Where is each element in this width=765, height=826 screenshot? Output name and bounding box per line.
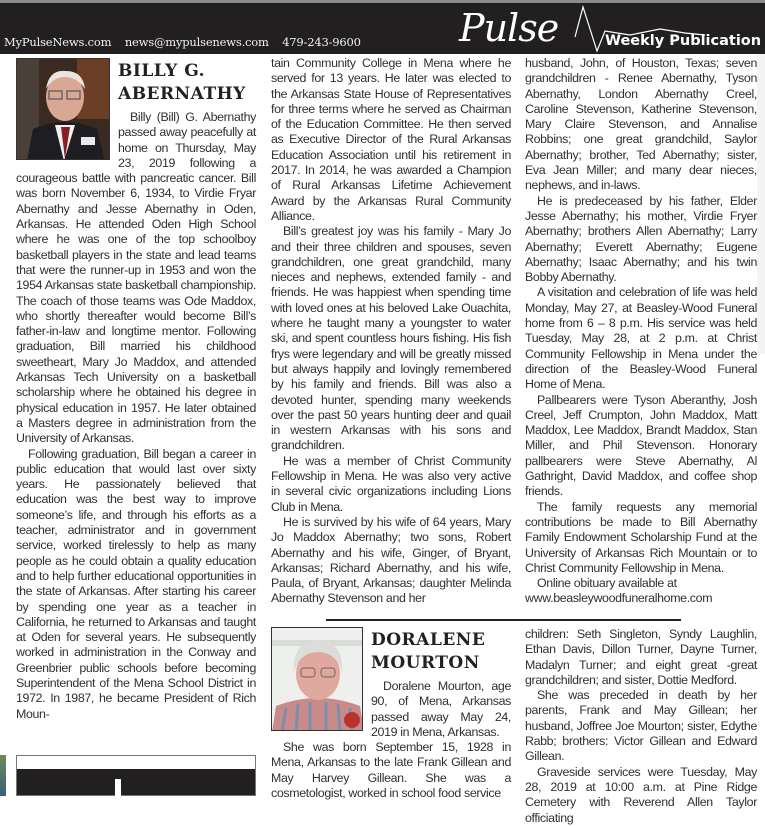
obituary-paragraph: She was preceded in death by her parents, Frank and May Gillean; her husband, Joffree Joe Mourton; sister, Edythe Rabb; brothers: Victor Gillean and Edward Gillean. <box>525 688 757 764</box>
website-link[interactable]: MyPulseNews.com <box>4 35 112 49</box>
obituary-paragraph: He is predeceased by his father, Elder Jesse Abernathy; his mother, Virdie Fryer Abernathy; brothers Allen Abernathy; Larry Abernathy; Everett Abernathy; Eugene Abernathy; Isaac Abernathy; and his twin Bobby Abernathy. <box>525 193 757 285</box>
obituary-paragraph: Graveside services were Tuesday, May 28, 2019 at 10:00 a.m. at Pine Ridge Cemetery with Reverend Allen Taylor officiating <box>525 764 757 825</box>
obituary-paragraph: He is survived by his wife of 64 years, Mary Jo Maddox Abernathy; two sons, Robert Abernathy and his wife, Ginger, of Bryant, Arkansas; Richard Abernathy, and his wife, Paula, of Bryant, Arkansas; daughter Melinda Abernathy Stevenson and her <box>271 514 511 606</box>
contact-info <box>4 35 371 49</box>
obituary-column-2 <box>271 56 511 607</box>
email-link[interactable]: news@mypulsenews.com <box>124 35 269 49</box>
ad-dark-panel <box>17 769 255 795</box>
obituary-paragraph: Pallbearers were Tyson Aberanthy, Josh Creel, Jeff Crumpton, John Maddox, Matt Maddox, Lee Maddox, Brandt Maddox, Stan Miller, and Phil Stevenson. Honorary pallbearers were Steve Abernathy, Al Gathright, David Maddox, and coffee shop friends. <box>525 392 757 499</box>
portrait-image <box>17 59 110 160</box>
adjacent-page-thumbnail <box>0 755 6 796</box>
obituary-column-3 <box>525 56 757 607</box>
obituary-paragraph: She was born September 15, 1928 in Mena, Arkansas to the late Frank Gillean and May Harvey Gillean. She was a cosmetologist, worked in school food service <box>271 740 511 801</box>
obituary-paragraph: husband, John, of Houston, Texas; seven grandchildren - Renee Abernathy, Tyson Abernathy, London Abernathy Creel, Caroline Stevenson, Katherine Stevenson, Mary Claire Stevenson, and Annalise Robbins; one great grandchild, Saylor Abernathy; brother, Ted Abernathy; sister, Eva Jean Miller; and many dear nieces, nephews, and in-laws. <box>525 56 757 193</box>
obituary-paragraph: The family requests any memorial contributions be made to Bill Abernathy Family Endowment Scholarship Fund at the University of Arkansas Rich Mountain or to Christ Community Fellowship in Mena. <box>525 499 757 575</box>
obituary-paragraph: Doralene Mourton, age 90, of Mena, Arkansas passed away May 24, 2019 in Mena, Arkansas. <box>371 679 511 739</box>
logo-subtitle: Weekly Publication <box>605 33 762 49</box>
obituary-paragraph: Following graduation, Bill began a career in public education that would last over sixty years. He passionately believed that education was the best way to improve someone’s life, and through his efforts as a teacher, administrator and in government service, worked tirelessly to help as many people as he could obtain a quality education and to help further educational opportunities in the state of Arkansas. After starting his career by spending one year as a teacher in California, he returned to Arkansas and taught at Oden for several years. He subsequently worked in administration in the Conway and Greenbrier public schools before becoming Superintendent of the Mena School District in 1972. In 1987, he became President of Rich Moun- <box>16 446 256 721</box>
obituary-divider <box>326 619 681 621</box>
funeral-home-link[interactable]: www.beasleywoodfuneralhome.com <box>525 591 713 606</box>
logo-title: Pulse <box>459 6 559 50</box>
adjacent-page-edge <box>757 54 765 354</box>
obituary-paragraph: Billy (Bill) G. Abernathy passed away peacefully at home on Thursday, May 23, 2019 following a courageous battle with pancreatic cancer. Bill was born November 6, 1934, to Virdie Fryar Abernathy and Jesse Abernathy in Oden, Arkansas. He attended Oden High School where he was one of the top schoolboy basketball players in the state and lead teams that were the runner-up in 1953 and won the 1954 Arkansas state basketball championship. The coach of those teams was Ode Maddox, who shortly thereafter would become Bill’s father-in-law and longtime mentor. Following graduation, Bill married his childhood sweetheart, Mary Jo Maddox, and attended Arkansas Tech University on a basketball scholarship where he obtained his degree in physical education in 1957. He later obtained a Masters degree in administration from the University of Arkansas. <box>16 110 256 446</box>
obituary-paragraph: A visitation and celebration of life was held Monday, May 27, at Beasley-Wood Funeral home from 6 – 8 p.m. His service was held Tuesday, May 28, at 2 p.m. at Christ Community Fellowship in Mena under the direction of the Beasley-Wood Funeral Home of Mena. <box>525 285 757 392</box>
masthead <box>0 0 765 54</box>
online-obituary-note: Online obituary available at <box>537 576 677 591</box>
phone-number: 479-243-9600 <box>282 35 361 49</box>
advertisement-box <box>16 755 256 796</box>
obituary-photo-doralene-mourton <box>271 627 363 731</box>
obituary-doralene-mourton <box>271 625 511 801</box>
obituary-paragraph: He was a member of Christ Community Fellowship in Mena. He was also very active in several civic organizations including Lions Club in Mena. <box>271 453 511 514</box>
obituary-photo-billy-abernathy <box>16 58 110 160</box>
obituary-column-1 <box>16 56 256 722</box>
ad-graphic-bar <box>115 779 121 797</box>
pulse-logo <box>455 5 762 55</box>
portrait-image <box>272 628 363 731</box>
obituary-paragraph: tain Community College in Mena where he served for 13 years. He later was elected to the Arkansas State House of Representatives for three terms where he served as Chairman of the Education Committee. He then served as Executive Director of the Rural Arkansas Education Association until his retirement in 2017. In 2014, he was awarded a Champion of Rural Arkansas Lifetime Achievement Award by the Arkansas Rural Community Alliance. <box>271 56 511 223</box>
obituary-name-billy-abernathy: BILLY G. ABERNATHY <box>118 61 246 104</box>
obituary-name-doralene-mourton: DORALENE MOURTON <box>371 630 486 673</box>
obituary-paragraph: children: Seth Singleton, Syndy Laughlin, Ethan Davis, Dillon Turner, Dayne Turner, Madalyn Turner; and eight great -great grandchildren; and sister, Dottie Medford. <box>525 627 757 687</box>
obituary-doralene-continued <box>525 627 757 826</box>
obituary-paragraph: Bill’s greatest joy was his family - Mary Jo and their three children and spouses, seven grandchildren, one great grandchild, many nieces and nephews, extended family - and friends. He was happiest when spending time with loved ones at his beloved Lake Ouachita, where he taught many a youngster to water ski, and spent countless hours fishing. His fish frys were legendary and will be greatly missed but always happily and lovingly remembered by his family and friends. Bill was also a devoted hunter, spending many weekends over the past 50 years hunting deer and quail in western Arkansas with his sons and grandchildren. <box>271 224 511 453</box>
